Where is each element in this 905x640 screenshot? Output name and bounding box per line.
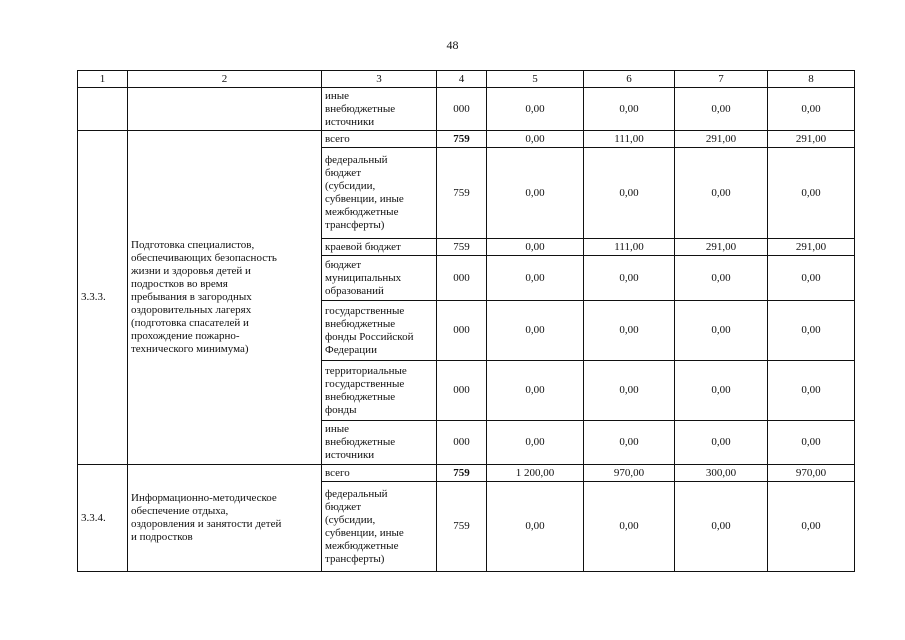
page-number: 48	[446, 38, 459, 52]
source-line: иные	[325, 423, 350, 435]
source-line: субвенции, иные	[325, 193, 404, 205]
value-cell: 0,00	[487, 131, 584, 148]
source-line: источники	[325, 449, 375, 461]
value-cell: 970,00	[584, 465, 675, 482]
value-cell: 111,00	[584, 239, 675, 256]
code-cell: 759	[437, 482, 487, 572]
value-cell: 291,00	[675, 239, 768, 256]
source-line: трансферты)	[325, 552, 385, 565]
source-line: источники	[325, 115, 375, 128]
value-cell: 111,00	[584, 131, 675, 148]
source-line: бюджет	[325, 500, 361, 513]
value-cell: 0,00	[487, 148, 584, 239]
source-line: всего	[325, 466, 350, 479]
value-cell: 0,00	[675, 148, 768, 239]
source-line: фонды Российской	[325, 330, 414, 343]
name-line: жизни и здоровья детей и	[131, 265, 251, 277]
value-cell: 0,00	[768, 421, 855, 465]
source-line: муниципальных	[325, 271, 402, 284]
value-cell: 0,00	[487, 239, 584, 256]
value-cell: 0,00	[768, 256, 855, 301]
value-cell: 0,00	[584, 148, 675, 239]
value-cell: 0,00	[675, 421, 768, 465]
name-line: обеспечение отдыха,	[131, 505, 229, 517]
header-cell: 7	[675, 71, 768, 88]
header-row	[78, 71, 855, 88]
header-cell: 2	[128, 71, 322, 88]
item-name	[128, 465, 322, 572]
source-line: федеральный	[325, 487, 388, 500]
budget-table	[77, 70, 855, 572]
source-line: государственные	[325, 377, 405, 390]
name-line: обеспечивающих безопасность	[131, 252, 277, 264]
value-cell: 0,00	[487, 301, 584, 361]
source-line: межбюджетные	[325, 539, 399, 552]
number-cell	[78, 88, 128, 131]
source-line: иные	[325, 89, 350, 102]
code-cell: 000	[437, 88, 487, 131]
source-line: внебюджетные	[325, 317, 396, 330]
value-cell: 291,00	[768, 239, 855, 256]
value-cell: 0,00	[487, 361, 584, 421]
value-cell: 0,00	[768, 88, 855, 131]
value-cell: 0,00	[675, 361, 768, 421]
source-cell	[322, 131, 437, 148]
name-line: технического минимума)	[131, 343, 249, 355]
name-line: Информационно-методическое	[131, 492, 277, 504]
code-cell: 759	[437, 239, 487, 256]
code-cell: 759	[437, 131, 487, 148]
code-cell: 000	[437, 361, 487, 421]
source-line: внебюджетные	[325, 102, 396, 115]
source-line: федеральный	[325, 154, 388, 166]
source-line: всего	[325, 132, 350, 145]
code-cell: 000	[437, 421, 487, 465]
header-cell: 6	[584, 71, 675, 88]
source-cell	[322, 421, 437, 465]
source-cell	[322, 482, 437, 572]
code-cell: 000	[437, 256, 487, 301]
value-cell: 0,00	[584, 301, 675, 361]
name-line: (подготовка спасателей и	[131, 317, 249, 329]
source-line: Федерации	[325, 343, 377, 356]
name-line: прохождение пожарно-	[131, 330, 240, 342]
value-cell: 300,00	[675, 465, 768, 482]
name-line: оздоровительных лагерях	[131, 304, 252, 316]
table-row	[78, 465, 855, 482]
item-name	[128, 131, 322, 465]
value-cell: 1 200,00	[487, 465, 584, 482]
source-cell	[322, 256, 437, 301]
value-cell: 0,00	[768, 301, 855, 361]
table-row	[78, 88, 855, 131]
value-cell: 0,00	[768, 361, 855, 421]
source-line: внебюджетные	[325, 436, 396, 448]
name-line: подростков во время	[131, 278, 228, 290]
value-cell: 0,00	[675, 88, 768, 131]
item-number: 3.3.4.	[78, 465, 128, 572]
header-cell: 5	[487, 71, 584, 88]
source-line: трансферты)	[325, 219, 385, 231]
value-cell: 970,00	[768, 465, 855, 482]
table-row	[78, 131, 855, 148]
name-line: Подготовка специалистов,	[131, 239, 255, 251]
source-line: внебюджетные	[325, 390, 396, 403]
source-line: краевой бюджет	[325, 240, 401, 253]
name-line: и подростков	[131, 531, 193, 543]
value-cell: 0,00	[675, 482, 768, 572]
source-line: бюджет	[325, 258, 361, 271]
source-cell	[322, 239, 437, 256]
value-cell: 291,00	[768, 131, 855, 148]
value-cell: 0,00	[487, 88, 584, 131]
header-cell: 1	[78, 71, 128, 88]
source-line: (субсидии,	[325, 513, 376, 526]
value-cell: 0,00	[584, 88, 675, 131]
source-line: образований	[325, 284, 384, 297]
header-cell: 4	[437, 71, 487, 88]
code-cell: 000	[437, 301, 487, 361]
value-cell: 0,00	[584, 361, 675, 421]
value-cell: 0,00	[584, 482, 675, 572]
value-cell: 0,00	[487, 482, 584, 572]
value-cell: 0,00	[675, 301, 768, 361]
name-line: пребывания в загородных	[131, 291, 252, 303]
header-cell: 8	[768, 71, 855, 88]
value-cell: 0,00	[768, 148, 855, 239]
value-cell: 0,00	[768, 482, 855, 572]
value-cell: 291,00	[675, 131, 768, 148]
value-cell: 0,00	[584, 421, 675, 465]
source-line: бюджет	[325, 167, 361, 179]
source-line: межбюджетные	[325, 206, 399, 218]
header-cell: 3	[322, 71, 437, 88]
value-cell: 0,00	[675, 256, 768, 301]
source-cell	[322, 301, 437, 361]
code-cell: 759	[437, 465, 487, 482]
source-cell	[322, 465, 437, 482]
code-cell: 759	[437, 148, 487, 239]
name-cell	[128, 88, 322, 131]
source-line: государственные	[325, 304, 405, 317]
name-line: оздоровления и занятости детей	[131, 518, 282, 530]
source-line: фонды	[325, 403, 357, 416]
source-line: (субсидии,	[325, 180, 376, 192]
source-line: территориальные	[325, 364, 407, 377]
source-cell	[322, 88, 437, 131]
value-cell: 0,00	[584, 256, 675, 301]
source-cell	[322, 361, 437, 421]
source-line: субвенции, иные	[325, 526, 404, 539]
item-number: 3.3.3.	[78, 131, 128, 465]
source-cell	[322, 148, 437, 239]
value-cell: 0,00	[487, 256, 584, 301]
value-cell: 0,00	[487, 421, 584, 465]
